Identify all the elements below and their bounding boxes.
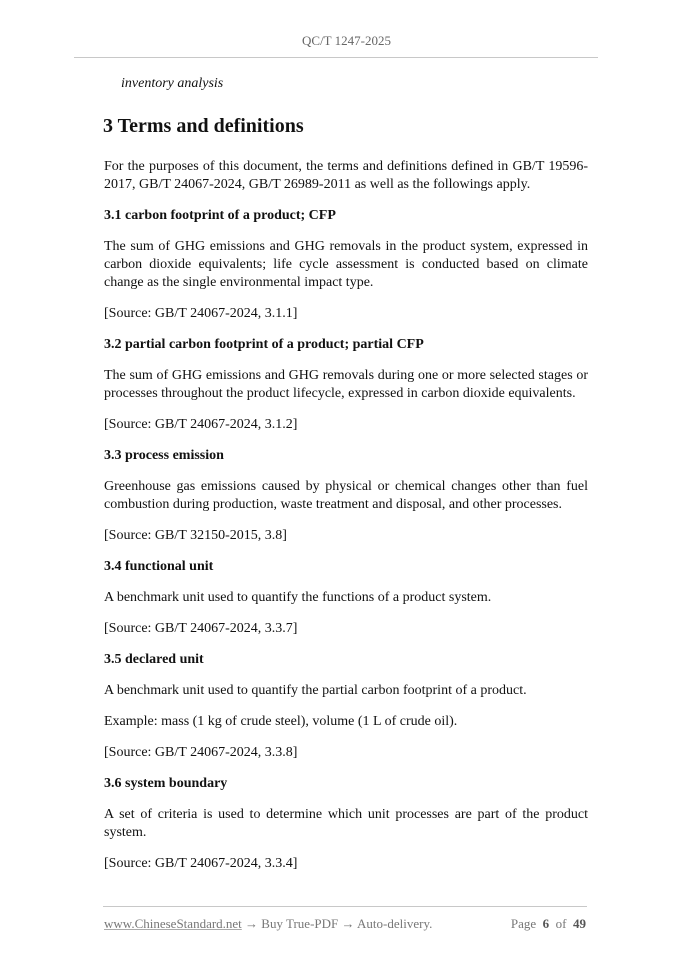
page-footer <box>104 916 586 932</box>
footer-promo <box>104 916 432 932</box>
header-divider <box>74 57 598 58</box>
running-header: QC/T 1247-2025 <box>302 33 391 48</box>
previous-term-fragment: inventory analysis <box>121 76 224 91</box>
term-heading: 3.2 partial carbon footprint of a product; partial CFP <box>104 337 424 352</box>
current-page: 6 <box>542 916 550 931</box>
term-heading: 3.6 system boundary <box>104 776 228 791</box>
term-heading: 3.4 functional unit <box>104 559 214 574</box>
total-pages: 49 <box>573 916 586 931</box>
page-label: Page <box>510 916 537 931</box>
term-heading: 3.1 carbon footprint of a product; CFP <box>104 208 336 223</box>
term-source: [Source: GB/T 32150-2015, 3.8] <box>104 528 287 543</box>
term-definition: Greenhouse gas emissions caused by physical or chemical changes other than fuel combustion during production, waste treatment and disposal, and other processes. <box>104 479 588 512</box>
footer-divider <box>103 906 587 907</box>
term-source: [Source: GB/T 24067-2024, 3.3.7] <box>104 621 298 636</box>
page-number <box>511 916 586 932</box>
page-body <box>104 74 588 873</box>
term-definition: The sum of GHG emissions and GHG removals in the product system, expressed in carbon dioxide equivalents; life cycle assessment is conducted based on climate change as the single environmental impact type. <box>104 239 588 290</box>
site-link[interactable]: www.ChineseStandard.net <box>104 916 242 931</box>
term-definition: A set of criteria is used to determine which unit processes are part of the product system. <box>104 807 588 840</box>
of-label: of <box>555 916 567 931</box>
term-source: [Source: GB/T 24067-2024, 3.3.8] <box>104 745 298 760</box>
term-heading: 3.3 process emission <box>104 448 224 463</box>
term-definition: A benchmark unit used to quantify the functions of a product system. <box>104 590 492 605</box>
term-definition: The sum of GHG emissions and GHG removals during one or more selected stages or processes throughout the product lifecycle, expressed in carbon dioxide equivalents. <box>104 368 588 401</box>
promo-text: → Buy True-PDF → Auto-delivery. <box>241 916 433 931</box>
section-title: 3 Terms and definitions <box>103 115 304 137</box>
term-source: [Source: GB/T 24067-2024, 3.1.1] <box>104 306 298 321</box>
term-heading: 3.5 declared unit <box>104 652 204 667</box>
section-intro: For the purposes of this document, the terms and definitions defined in GB/T 19596-2017, GB/T 24067-2024, GB/T 26989-2011 as well as the followings apply. <box>104 159 588 192</box>
term-source: [Source: GB/T 24067-2024, 3.1.2] <box>104 417 298 432</box>
term-definition: A benchmark unit used to quantify the partial carbon footprint of a product. <box>104 683 527 698</box>
term-source: [Source: GB/T 24067-2024, 3.3.4] <box>104 856 298 871</box>
term-example: Example: mass (1 kg of crude steel), volume (1 L of crude oil). <box>104 714 458 729</box>
